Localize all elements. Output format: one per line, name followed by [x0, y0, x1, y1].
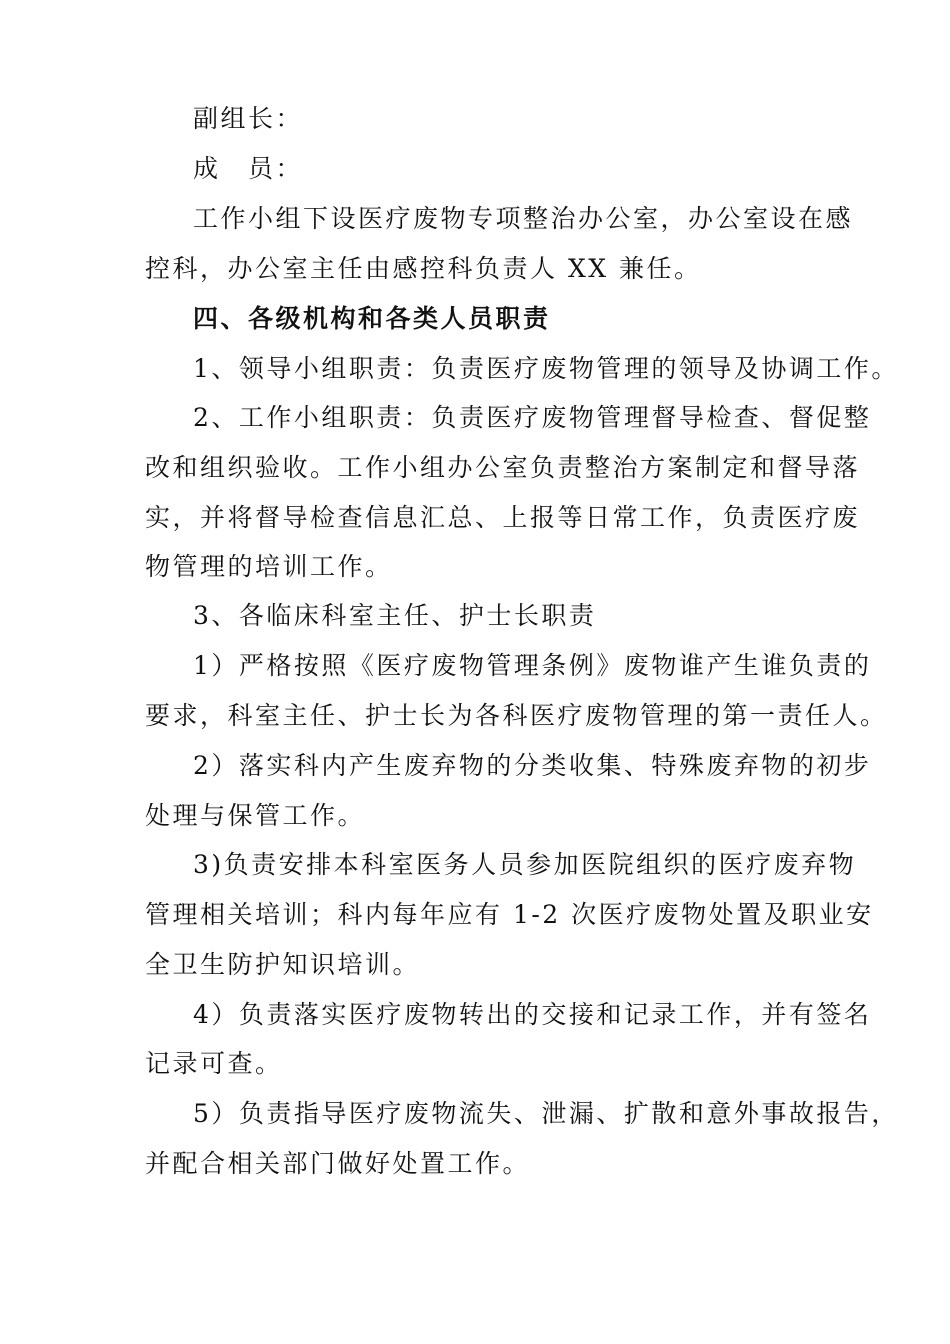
- text-line: 物管理的培训工作。: [145, 552, 393, 581]
- text-line: 并配合相关部门做好处置工作。: [145, 1149, 531, 1178]
- text-line: 2、工作小组职责：负责医疗废物管理督导检查、督促整: [193, 403, 872, 432]
- text-line: 全卫生防护知识培训。: [145, 950, 421, 979]
- text-line: 1）严格按照《医疗废物管理条例》废物谁产生谁负责的: [193, 651, 872, 680]
- text-line: 要求，科室主任、护士长为各科医疗废物管理的第一责任人。: [145, 701, 888, 730]
- text-line: 3)负责安排本科室医务人员参加医院组织的医疗废弃物: [193, 850, 857, 879]
- text-line: 处理与保管工作。: [145, 801, 366, 830]
- deputy-leader-label: 副组长：: [193, 104, 304, 133]
- text-line: 管理相关培训；科内每年应有 1-2 次医疗废物处置及职业安: [145, 900, 874, 929]
- text-line: 工作小组下设医疗废物专项整治办公室，办公室设在感: [193, 204, 854, 233]
- text-line: 实，并将督导检查信息汇总、上报等日常工作，负责医疗废: [145, 503, 861, 532]
- text-line: 记录可查。: [145, 1049, 283, 1078]
- text-line: 改和组织验收。工作小组办公室负责整治方案制定和督导落: [145, 453, 861, 482]
- section-heading: 四、各级机构和各类人员职责: [193, 304, 551, 333]
- subsection-heading: 3、各临床科室主任、护士长职责: [193, 601, 597, 630]
- text-line: 2）落实科内产生废弃物的分类收集、特殊废弃物的初步: [193, 751, 872, 780]
- members-label: 成 员：: [193, 154, 304, 183]
- text-line: 5）负责指导医疗废物流失、泄漏、扩散和意外事故报告，: [193, 1099, 899, 1128]
- text-line: 控科，办公室主任由感控科负责人 XX 兼任。: [145, 254, 702, 283]
- text-line: 1、领导小组职责：负责医疗废物管理的领导及协调工作。: [193, 354, 899, 383]
- text-line: 4）负责落实医疗废物转出的交接和记录工作，并有签名: [193, 1000, 872, 1029]
